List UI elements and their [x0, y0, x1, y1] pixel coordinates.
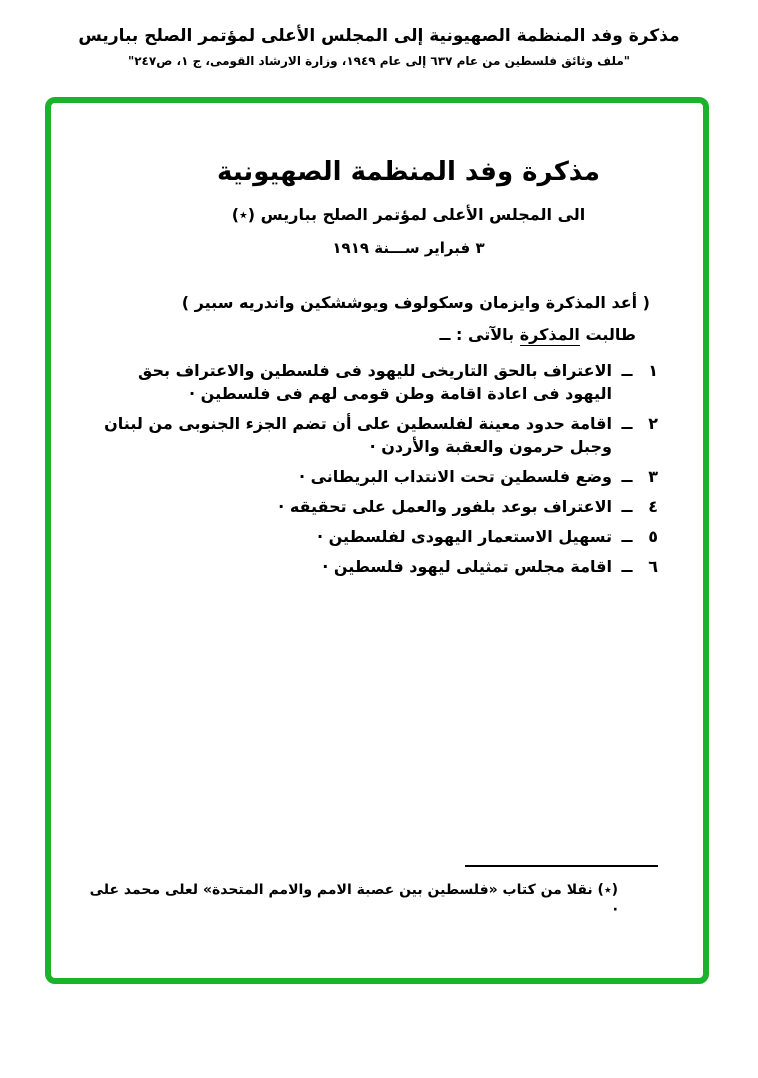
- footnote-text: (٭) نقلا من كتاب «فلسطين بين عصبة الامم والامم المتحدة» لعلى محمد على ·: [89, 882, 618, 918]
- item-text: الاعتراف بالحق التاريخى لليهود فى فلسطين والاعتراف بحق اليهود فى اعادة اقامة وطن قومى لهم فى فلسطين ·: [138, 361, 612, 403]
- lead-line: [89, 323, 636, 346]
- item-dash: ــ: [621, 361, 633, 380]
- demands-list: [89, 359, 658, 578]
- lead-underlined-word: المذكرة: [519, 325, 580, 344]
- item-text: الاعتراف بوعد بلفور والعمل على تحقيقه ·: [278, 497, 612, 516]
- demand-item-3: [89, 465, 658, 488]
- source-header: [0, 0, 758, 69]
- item-number: ١: [648, 361, 658, 380]
- lead-post: بالآتى : ــ: [439, 325, 520, 344]
- item-dash: ــ: [621, 527, 633, 546]
- item-dash: ــ: [621, 414, 633, 433]
- demand-item-2: [89, 412, 658, 458]
- document-title: مذكرة وفد المنظمة الصهيونية: [217, 157, 600, 187]
- item-number: ٦: [648, 557, 658, 576]
- document-frame: [45, 97, 709, 984]
- demand-item-1: [89, 359, 658, 405]
- item-dash: ــ: [621, 497, 633, 516]
- source-title: مذكرة وفد المنظمة الصهيونية إلى المجلس الأعلى لمؤتمر الصلح بباريس: [78, 26, 680, 46]
- item-text: اقامة مجلس تمثيلى ليهود فلسطين ·: [322, 557, 612, 576]
- demand-item-5: [89, 525, 658, 548]
- item-number: ٥: [648, 527, 658, 546]
- item-dash: ــ: [621, 467, 633, 486]
- document-date: ٣ فبراير ســـنة ١٩١٩: [332, 239, 485, 257]
- item-number: ٤: [648, 497, 658, 516]
- document-heading: [124, 155, 693, 258]
- lead-pre: طالبت: [579, 325, 636, 344]
- prepared-by-line: ( أعد المذكرة وايزمان وسكولوف ويوششكين واندريه سبير ): [181, 293, 650, 312]
- demand-item-4: [89, 495, 658, 518]
- footnote-area: [89, 865, 658, 920]
- footnote-separator: [465, 865, 658, 867]
- item-text: اقامة حدود معينة لفلسطين على أن تضم الجزء الجنوبى من لبنان وجبل حرمون والعقبة والأردن ·: [104, 414, 612, 456]
- item-number: ٣: [648, 467, 658, 486]
- item-dash: ــ: [621, 557, 633, 576]
- item-text: تسهيل الاستعمار اليهودى لفلسطين ·: [316, 527, 612, 546]
- document-subtitle: الى المجلس الأعلى لمؤتمر الصلح بباريس (٭): [231, 205, 586, 224]
- demand-item-6: [89, 555, 658, 578]
- item-text: وضع فلسطين تحت الانتداب البريطانى ·: [298, 467, 612, 486]
- item-number: ٢: [648, 414, 658, 433]
- source-citation: "ملف وثائق فلسطين من عام ٦٣٧ إلى عام ١٩٤٩، وزارة الارشاد القومى، ج ١، ص٢٤٧": [127, 54, 631, 68]
